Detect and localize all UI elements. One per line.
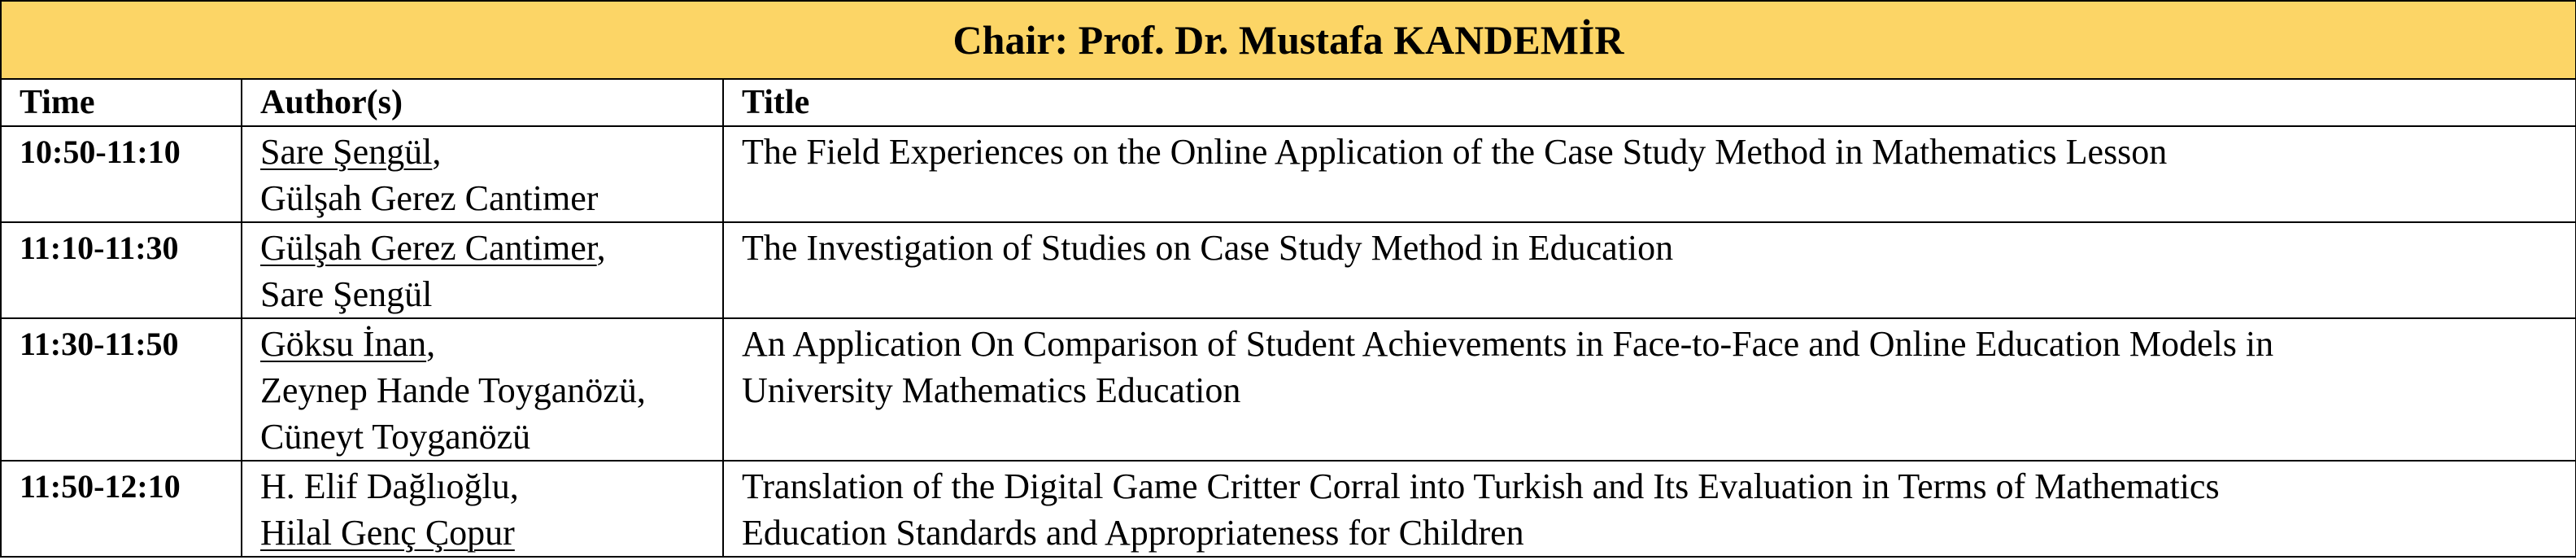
- paper-title-line: Translation of the Digital Game Critter Corral into Turkish and Its Evaluation in Terms of Mathematics: [742, 466, 2220, 506]
- table-row: [1, 461, 2576, 557]
- author-separator: ,: [509, 466, 519, 506]
- time-slot: 11:30-11:50: [1, 318, 242, 461]
- paper-title-cell: [723, 222, 2576, 318]
- author-entry: [260, 463, 722, 510]
- time-column-header: Time: [1, 79, 242, 126]
- author-entry: [260, 271, 722, 317]
- time-slot: 11:10-11:30: [1, 222, 242, 318]
- time-slot: 10:50-11:10: [1, 126, 242, 222]
- authors-cell: [242, 222, 723, 318]
- author-entry: [260, 413, 722, 460]
- paper-title-line: The Investigation of Studies on Case Study Method in Education: [742, 228, 1674, 268]
- paper-title-line: The Field Experiences on the Online Application of the Case Study Method in Mathematics Lesson: [742, 132, 2168, 172]
- authors-cell: [242, 318, 723, 461]
- authors-cell: [242, 461, 723, 557]
- author-name: Zeynep Hande Toyganözü: [260, 370, 637, 410]
- presenting-author-name: Gülşah Gerez Cantimer: [260, 228, 597, 268]
- author-name: H. Elif Dağlıoğlu: [260, 466, 510, 506]
- paper-title-cell: [723, 126, 2576, 222]
- paper-title-cell: [723, 318, 2576, 461]
- author-separator: ,: [636, 370, 646, 410]
- presenting-author-name: Hilal Genç Çopur: [260, 513, 515, 553]
- table-row: [1, 126, 2576, 222]
- author-separator: ,: [426, 324, 436, 364]
- author-separator: ,: [596, 228, 606, 268]
- author-separator: ,: [432, 132, 442, 172]
- title-column-header: Title: [723, 79, 2576, 126]
- table-header-row: [1, 79, 2576, 126]
- session-chair-banner: [1, 1, 2576, 79]
- paper-title-cell: [723, 461, 2576, 557]
- presenting-author-name: Sare Şengül: [260, 132, 433, 172]
- author-entry: [260, 321, 722, 367]
- session-chair-text: Chair: Prof. Dr. Mustafa KANDEMİR: [952, 17, 1624, 63]
- time-slot: 11:50-12:10: [1, 461, 242, 557]
- authors-column-header: Author(s): [242, 79, 723, 126]
- table-row: [1, 318, 2576, 461]
- author-name: Sare Şengül: [260, 274, 433, 314]
- table-row: [1, 222, 2576, 318]
- paper-title-line: University Mathematics Education: [742, 370, 1241, 410]
- author-entry: [260, 175, 722, 221]
- authors-cell: [242, 126, 723, 222]
- chair-row: [1, 1, 2576, 79]
- author-entry: [260, 510, 722, 556]
- author-name: Cüneyt Toyganözü: [260, 417, 531, 457]
- author-name: Gülşah Gerez Cantimer: [260, 178, 599, 218]
- paper-title-line: An Application On Comparison of Student Achievements in Face-to-Face and Online Education Models in: [742, 324, 2274, 364]
- author-entry: [260, 367, 722, 413]
- author-entry: [260, 129, 722, 175]
- paper-title-line: Education Standards and Appropriateness for Children: [742, 513, 1524, 553]
- author-entry: [260, 225, 722, 271]
- presenting-author-name: Göksu İnan: [260, 324, 427, 364]
